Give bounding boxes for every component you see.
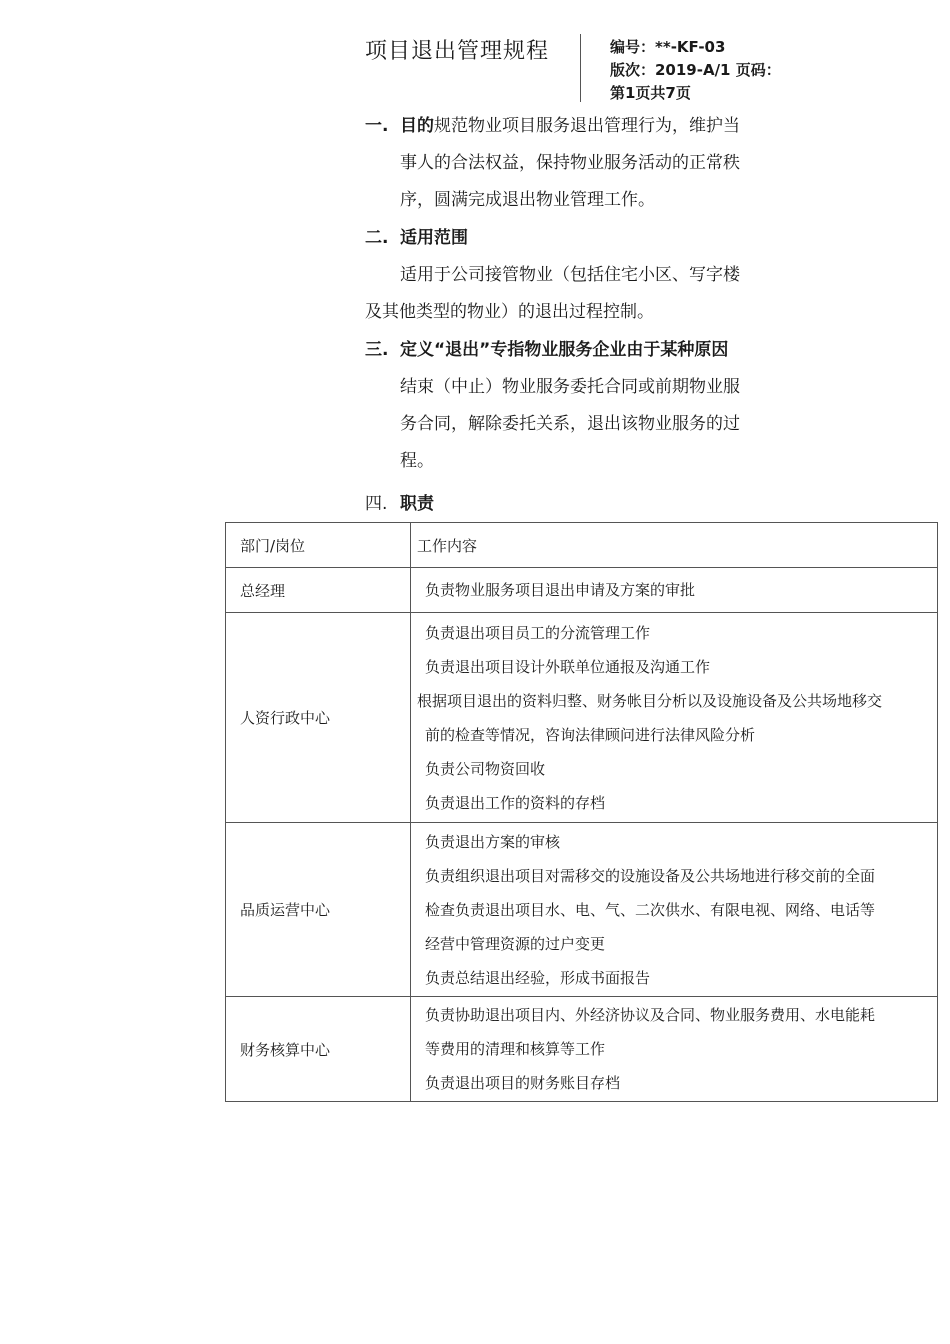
table-row bbox=[226, 823, 938, 997]
header-divider bbox=[580, 34, 581, 102]
work-item: 负责总结退出经验，形成书面报告 bbox=[425, 968, 651, 987]
work-item: 前的检查等情况，咨询法律顾问进行法律风险分析 bbox=[425, 725, 756, 744]
work-cell bbox=[411, 997, 938, 1102]
work-item: 等费用的清理和核算等工作 bbox=[425, 1040, 606, 1058]
work-item: 负责退出方案的审核 bbox=[425, 832, 561, 851]
document-meta bbox=[610, 36, 781, 105]
work-item: 检查负责退出项目水、电、气、二次供水、有限电视、网络、电话等 bbox=[425, 900, 876, 919]
section-scope bbox=[365, 220, 795, 331]
doc-number: 编号：**-KF-03 bbox=[610, 38, 726, 56]
section-definition bbox=[365, 332, 795, 480]
section-text: 及其他类型的物业）的退出过程控制。 bbox=[365, 302, 654, 322]
column-header: 部门/岗位 bbox=[226, 523, 411, 568]
table-row bbox=[226, 568, 938, 613]
section-heading: 适用范围 bbox=[400, 228, 468, 248]
page-count: 第1页共7页 bbox=[610, 84, 691, 102]
section-number: 二. bbox=[365, 228, 389, 248]
work-item: 根据项目退出的资料归整、财务帐目分析以及设施设备及公共场地移交 bbox=[417, 691, 883, 710]
column-header: 工作内容 bbox=[411, 523, 938, 568]
section-text: 序，圆满完成退出物业管理工作。 bbox=[400, 190, 655, 210]
section-text: 务合同，解除委托关系，退出该物业服务的过 bbox=[400, 414, 740, 434]
table-row bbox=[226, 613, 938, 823]
work-cell bbox=[411, 823, 938, 997]
duties-table bbox=[225, 522, 938, 1102]
section-text: 适用于公司接管物业（包括住宅小区、写字楼 bbox=[400, 265, 740, 285]
work-item: 负责退出项目员工的分流管理工作 bbox=[425, 623, 651, 642]
section-purpose bbox=[365, 108, 795, 219]
table-header-row bbox=[226, 523, 938, 568]
table-row bbox=[226, 997, 938, 1102]
section-text: 结束（中止）物业服务委托合同或前期物业服 bbox=[400, 377, 740, 397]
section-number: 四. bbox=[365, 494, 388, 514]
dept-cell: 财务核算中心 bbox=[226, 997, 411, 1102]
work-item: 负责物业服务项目退出申请及方案的审批 bbox=[425, 581, 696, 599]
section-text: 规范物业项目服务退出管理行为，维护当 bbox=[434, 116, 740, 136]
section-heading: 目的 bbox=[400, 116, 434, 136]
work-item: 负责公司物资回收 bbox=[425, 759, 546, 778]
version-page: 版次：2019-A/1 页码： bbox=[610, 61, 781, 79]
section-text: 程。 bbox=[400, 451, 434, 471]
section-duties bbox=[365, 486, 795, 523]
work-item: 负责退出工作的资料的存档 bbox=[425, 793, 606, 812]
dept-cell: 品质运营中心 bbox=[226, 823, 411, 997]
section-number: 三. bbox=[365, 340, 389, 360]
dept-cell: 总经理 bbox=[226, 568, 411, 613]
work-item: 负责组织退出项目对需移交的设施设备及公共场地进行移交前的全面 bbox=[425, 866, 876, 885]
dept-cell: 人资行政中心 bbox=[226, 613, 411, 823]
work-item: 负责协助退出项目内、外经济协议及合同、物业服务费用、水电能耗 bbox=[425, 1006, 876, 1024]
work-item: 负责退出项目设计外联单位通报及沟通工作 bbox=[425, 657, 711, 676]
work-item: 经营中管理资源的过户变更 bbox=[425, 934, 606, 953]
section-text: 事人的合法权益，保持物业服务活动的正常秩 bbox=[400, 153, 740, 173]
section-number: 一. bbox=[365, 116, 389, 136]
section-heading: 职责 bbox=[400, 494, 434, 514]
work-item: 负责退出项目的财务账目存档 bbox=[425, 1074, 621, 1092]
section-text: 定义“退出”专指物业服务企业由于某种原因 bbox=[400, 340, 729, 360]
work-cell bbox=[411, 568, 938, 613]
work-cell bbox=[411, 613, 938, 823]
document-title: 项目退出管理规程 bbox=[365, 39, 550, 64]
